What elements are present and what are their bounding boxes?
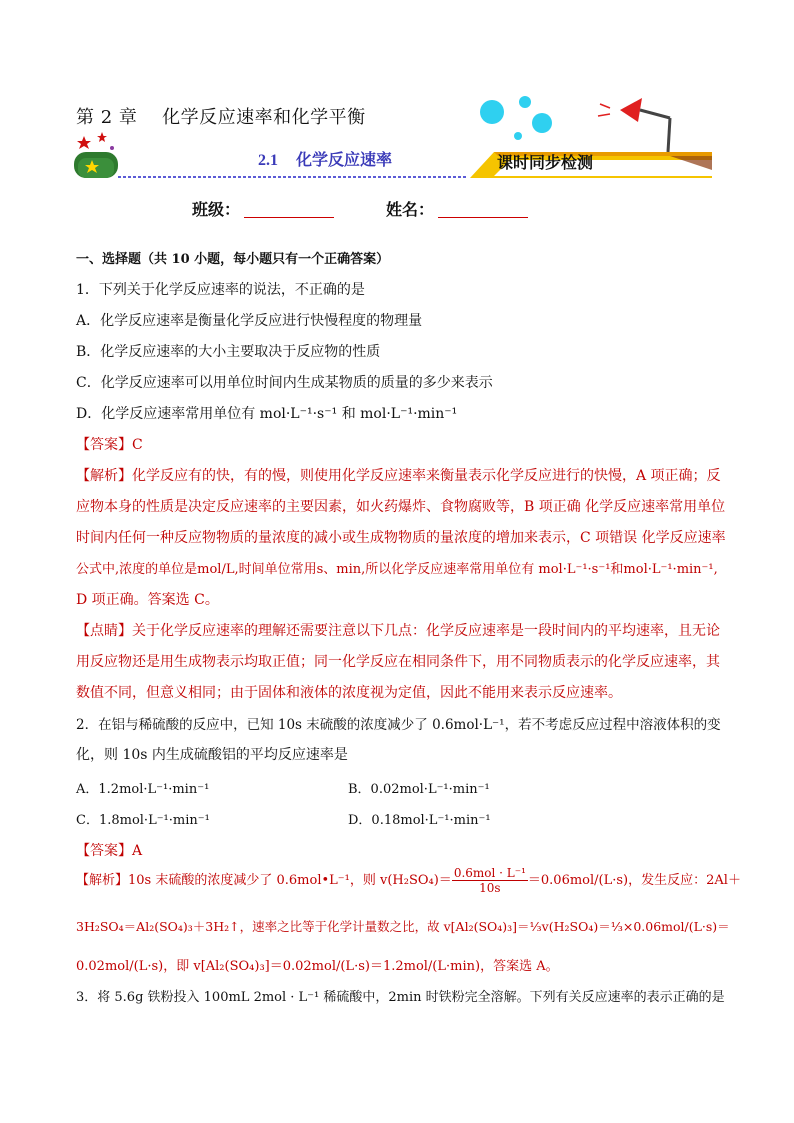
q1-option-d: D．化学反应速率常用单位有 mol·L⁻¹·s⁻¹ 和 mol·L⁻¹·min⁻¹ [76,406,458,422]
star-badge-icon [72,128,122,180]
q1-analysis-line-2: 应物本身的性质是决定反应速率的主要因素，如火药爆炸、食物腐败等，B 项正确 化学反应速率常用单位 [76,499,726,515]
tip-text: 关于化学反应速率的理解还需要注意以下几点：化学反应速率是一段时间内的平均速率，且无论 [132,623,720,639]
answer-tag: 【答案】 [76,843,132,859]
analysis-tag: 【解析】 [76,873,129,888]
fraction-denominator: 10s [479,881,501,895]
q2-analysis-line-3: 0.02mol/(L·s)，即 v[Al₂(SO₄)₃]＝0.02mol/(L·s)＝1.2mol/(L·min)，答案选 A。 [76,959,559,974]
name-label: 姓名： [386,200,435,219]
answer-value: C [132,437,143,453]
q2-option-a: A．1.2mol·L⁻¹·min⁻¹ [76,782,210,797]
q2-option-c: C．1.8mol·L⁻¹·min⁻¹ [76,813,210,828]
section-number: 2.1 [258,152,278,169]
tip-tag: 【点睛】 [76,623,132,639]
q1-option-b: B．化学反应速率的大小主要取决于反应物的性质 [76,344,381,360]
name-input[interactable] [438,201,528,218]
analysis-text: 化学反应有的快，有的慢，则使用化学反应速率来衡量表示化学反应进行的快慢，A 项正确；反 [132,468,721,484]
q1-answer [76,434,143,454]
section-title [258,147,392,170]
analysis-text: ＝0.06mol/(L·s)，发生反应：2Al＋ [527,873,741,888]
q1-analysis-line-5: D 项正确。答案选 C。 [76,592,219,608]
q2-stem-line-1: 2．在铝与稀硫酸的反应中，已知 10s 末硫酸的浓度减少了 0.6mol·L⁻¹，若不考虑反应过程中溶液体积的变 [76,717,721,733]
q2-option-d: D．0.18mol·L⁻¹·min⁻¹ [348,813,491,828]
fraction-numerator: 0.6mol · L⁻¹ [453,866,526,880]
answer-value: A [132,843,143,859]
analysis-tag: 【解析】 [76,468,132,484]
analysis-text: 10s 末硫酸的浓度减少了 0.6mol•L⁻¹，则 v(H₂SO₄)＝ [128,873,452,888]
q1-stem: 1．下列关于化学反应速率的说法，不正确的是 [76,282,365,298]
class-label: 班级： [192,200,241,219]
q1-option-a: A．化学反应速率是衡量化学反应进行快慢程度的物理量 [76,313,423,329]
q2-stem-line-2: 化，则 10s 内生成硫酸铝的平均反应速率是 [76,747,348,763]
chapter-title: 第 2 章 化学反应速率和化学平衡 [76,107,366,128]
answer-tag: 【答案】 [76,437,132,453]
q1-tip-line-1 [76,620,720,640]
q2-answer [76,840,142,860]
q1-option-c: C．化学反应速率可以用单位时间内生成某物质的质量的多少来表示 [76,375,493,391]
q1-tip-line-2: 用反应物还是用生成物表示均取正值；同一化学反应在相同条件下，用不同物质表示的化学反应速率，其 [76,654,720,670]
class-input[interactable] [244,201,334,218]
class-field [192,197,334,220]
q2-analysis-line-1 [76,866,741,895]
stamp-text: 课时同步检测 [497,153,594,172]
section-name: 化学反应速率 [296,150,393,169]
q2-analysis-line-2: 3H₂SO₄＝Al₂(SO₄)₃＋3H₂↑，速率之比等于化学计量数之比，故 v[Al₂(SO₄)₃]＝⅓v(H₂SO₄)＝⅓×0.06mol/(L·s)＝ [76,919,730,934]
part-header: 一、选择题（共 10 小题，每小题只有一个正确答案） [76,252,390,267]
q1-analysis-line-1 [76,465,721,485]
name-field [386,197,528,220]
q1-tip-line-3: 数值不同，但意义相同；由于固体和液体的浓度视为定值，因此不能用来表示反应速率。 [76,685,622,701]
q1-analysis-line-4: 公式中,浓度的单位是mol/L,时间单位常用s、min,所以化学反应速率常用单位有 mol·L⁻¹·s⁻¹和mol·L⁻¹·min⁻¹, [76,562,718,577]
q3-stem: 3．将 5.6g 铁粉投入 100mL 2mol · L⁻¹ 稀硫酸中，2min 时铁粉完全溶解。下列有关反应速率的表示正确的是 [76,990,725,1005]
q1-analysis-line-3: 时间内任何一种反应物物质的量浓度的减小或生成物物质的量浓度的增加来表示，C 项错误 化学反应速率 [76,530,726,546]
rate-fraction [452,866,528,895]
banner-dotted-line [118,176,468,178]
q2-option-b: B．0.02mol·L⁻¹·min⁻¹ [348,782,490,797]
